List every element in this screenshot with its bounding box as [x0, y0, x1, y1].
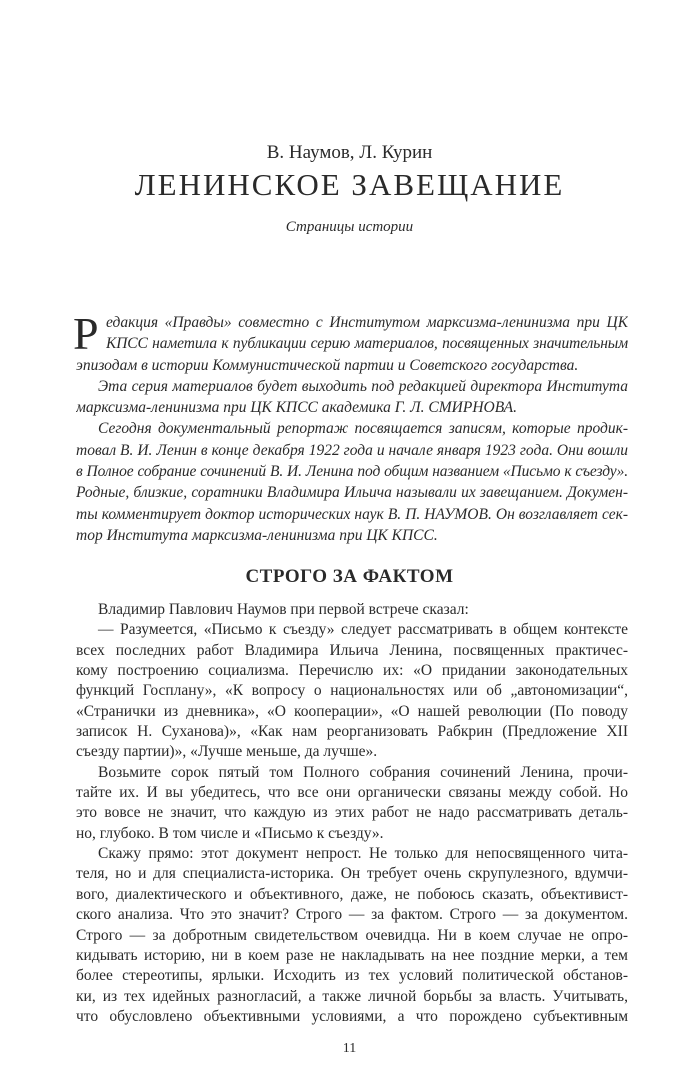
text-line: кому построению социализма. Перечислю их: «О придании законодательных [76, 662, 628, 680]
text-line: это вовсе не значит, что каждую из этих работ не надо рассматривать деталь- [76, 804, 628, 822]
text-line: более стереотипы, ярлыки. Исходить из тех условий политической обстанов- [76, 967, 628, 985]
text-line: Строго — за добротным свидетельством очевидца. Ни в коем случае не опро- [76, 926, 628, 944]
text-line: что обусловлено объективными условиями, а что порождено субъективным [76, 1007, 628, 1025]
drop-cap: Р [73, 313, 99, 355]
article-title: ЛЕНИНСКОЕ ЗАВЕЩАНИЕ [134, 167, 565, 202]
section-heading: СТРОГО ЗА ФАКТОМ [245, 566, 454, 587]
text-line: съезду партии)», «Лучше меньше, да лучше». [76, 743, 378, 761]
authors: В. Наумов, Л. Курин [266, 142, 433, 163]
text-line: ки, из тех идейных разногласий, а также личной борьбы за власть. Учитывать, [76, 987, 628, 1005]
text-line: кидывать историю, ни в коем разе не накладывать на нее поздние мерки, а тем [76, 946, 628, 964]
text-line: едакция «Правды» совместно с Институтом марксизма-ленинизма при ЦК [106, 314, 628, 331]
text-line: тор Института марксизма-ленинизма при ЦК КПСС. [76, 526, 438, 544]
text-line: записок Н. Суханова)», «Как нам реорганизовать Рабкрин (Предложение XII [76, 723, 628, 741]
text-line: КПСС наметила к публикации серию материалов, посвященных значительным [106, 335, 628, 353]
text-line: марксизма-ленинизма при ЦК КПСС академика Г. Л. СМИРНОВА. [76, 399, 517, 417]
text-line: Возьмите сорок пятый том Полного собрания сочинений Ленина, прочи- [98, 763, 628, 781]
text-line: эпизодам в истории Коммунистической партии и Советского государства. [76, 356, 579, 374]
text-line: «Странички из дневника», «О кооперации», «О нашей революции (По поводу [76, 702, 628, 720]
text-line: товал В. И. Ленин в конце декабря 1922 года и начале января 1923 года. Они вошли [76, 441, 628, 459]
text-line: ского анализа. Что это значит? Строго — за фактом. Строго — за документом. [76, 906, 628, 924]
text-line: Сегодня документальный репортаж посвящается записям, которые продик- [98, 420, 628, 438]
intro-paragraphs [76, 312, 628, 546]
text-line: теля, но и для специалиста-историка. Он требует очень скрупулезного, вдумчи- [76, 865, 628, 883]
text-line: ты комментирует доктор исторических наук В. П. НАУМОВ. Он возглавляет сек- [76, 505, 628, 523]
article-subtitle: Страницы истории [285, 219, 414, 235]
text-line: Эта серия материалов будет выходить под редакцией директора Института [98, 377, 628, 395]
text-line: — Разумеется, «Письмо к съезду» следует рассматривать в общем контексте [98, 621, 628, 639]
text-line: всех последних работ Владимира Ильича Ленина, посвященных практичес- [76, 641, 628, 659]
text-line: но, глубоко. В том числе и «Письмо к съезду». [76, 824, 384, 842]
text-line: функций Госплану», «К вопросу о национальностях или об „автономизации“, [76, 682, 628, 700]
text-line: вого, диалектического и объективного, даже, не побоюсь сказать, объективист- [76, 885, 628, 903]
page-number: 11 [342, 1041, 357, 1056]
text-line: в Полное собрание сочинений В. И. Ленина под общим названием «Письмо к съезду». [76, 463, 628, 481]
text-line: Владимир Павлович Наумов при первой встрече сказал: [98, 601, 469, 618]
text-line: Родные, близкие, соратники Владимира Ильича называли их завещанием. Докумен- [76, 484, 628, 502]
body-text [76, 600, 628, 1027]
text-line: тайте их. И вы убедитесь, что все они органически связаны между собой. Но [76, 784, 628, 802]
text-line: Скажу прямо: этот документ непрост. Не только для непосвященного чита- [98, 845, 628, 863]
